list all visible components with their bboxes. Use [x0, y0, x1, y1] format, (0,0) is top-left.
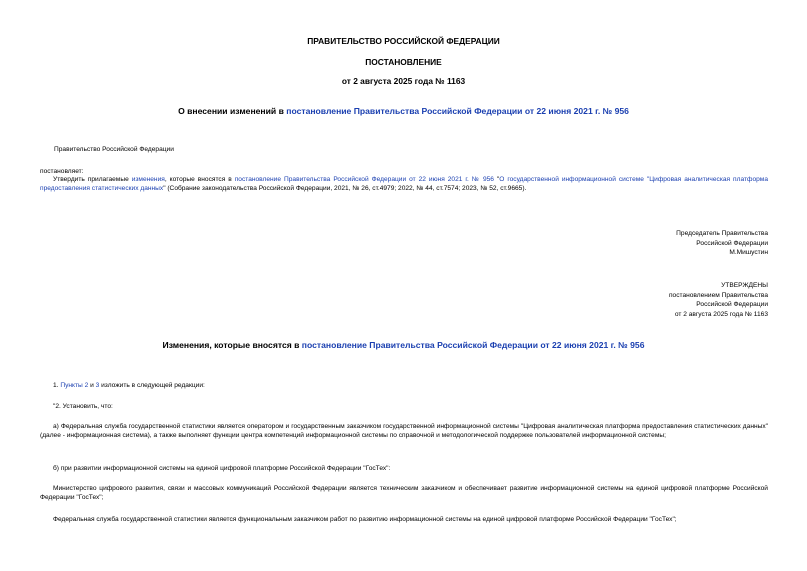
approved-line: УТВЕРЖДЕНЫ [721, 282, 768, 289]
changes-title [0, 340, 807, 350]
approved-block [669, 281, 768, 319]
changes-link[interactable]: изменения [131, 176, 165, 183]
signature-name: М.Мишустин [729, 249, 768, 257]
government-heading: ПРАВИТЕЛЬСТВО РОССИЙСКОЙ ФЕДЕРАЦИИ [307, 36, 500, 46]
intro-text: Утвердить прилагаемые [53, 176, 132, 183]
item-a: а) Федеральная служба государственной статистики является оператором и государственным заказчиком государственной информационной системы "Цифровая аналитическая платформа предоставления статистических данных" (далее - информационная система), а также выполняет функции центра компетенций информационной системы по справочной и методологической поддержке пользователей информационной системы; [40, 423, 768, 440]
signature-line: Российской Федерации [696, 239, 768, 247]
item-text: и [88, 382, 96, 389]
changes-title-prefix: Изменения, которые вносятся в [162, 340, 302, 350]
item-b: б) при развитии информационной системы на единой цифровой платформе Российской Федерации "ГосТех": [53, 465, 391, 472]
intro-text: , которые вносятся в [164, 176, 235, 183]
signature-block [676, 229, 768, 258]
point-3-link[interactable]: 3 [95, 382, 100, 389]
item-2: "2. Установить, что: [53, 403, 113, 410]
item-1 [53, 381, 205, 391]
approved-line: Российской Федерации [696, 301, 768, 309]
item-c: Министерство цифрового развития, связи и массовых коммуникаций Российской Федерации является техническим заказчиком и обеспечивает развитие информационной системы на единой цифровой платформе Российской Федерации "ГосТех"; [40, 485, 768, 502]
item-text: 1. [53, 382, 61, 389]
title-link[interactable]: постановление Правительства Российской Федерации от 22 июня 2021 г. № 956 [286, 106, 629, 116]
approved-line: от 2 августа 2025 года № 1163 [674, 310, 768, 318]
doc-type-heading: ПОСТАНОВЛЕНИЕ [365, 57, 442, 67]
intro-text: " (Собрание законодательства Российской Федерации, 2021, № 26, ст.4979; 2022, № 44, ст.7574; 2023, № 52, ст.9665). [163, 185, 527, 193]
document-title [0, 106, 807, 116]
signature-line: Председатель Правительства [676, 230, 768, 237]
date-number: от 2 августа 2025 года № 1163 [341, 76, 466, 86]
decides-text: постановляет: [40, 168, 84, 175]
item-d: Федеральная служба государственной статистики является функциональным заказчиком работ по развитию информационной системы на единой цифровой платформе Российской Федерации "ГосТех"; [53, 516, 677, 523]
approved-line: постановлением Правительства [668, 291, 768, 299]
issuer-text: Правительство Российской Федерации [54, 146, 174, 153]
item-text: изложить в следующей редакции: [99, 382, 205, 389]
point-2-link[interactable]: Пункты 2 [60, 382, 89, 389]
intro-paragraph [40, 175, 768, 194]
intro-text: " [493, 176, 500, 183]
resolution-link[interactable]: постановление Правительства Российской Федерации от 22 июня 2021 г. № 956 [234, 176, 494, 183]
document-title-prefix: О внесении изменений в [178, 106, 287, 116]
changes-title-link[interactable]: постановление Правительства Российской Федерации от 22 июня 2021 г. № 956 [301, 340, 645, 350]
system-link[interactable]: О государственной информационной системе "Цифровая аналитическая платформа предоставления статистических данных [40, 176, 768, 193]
